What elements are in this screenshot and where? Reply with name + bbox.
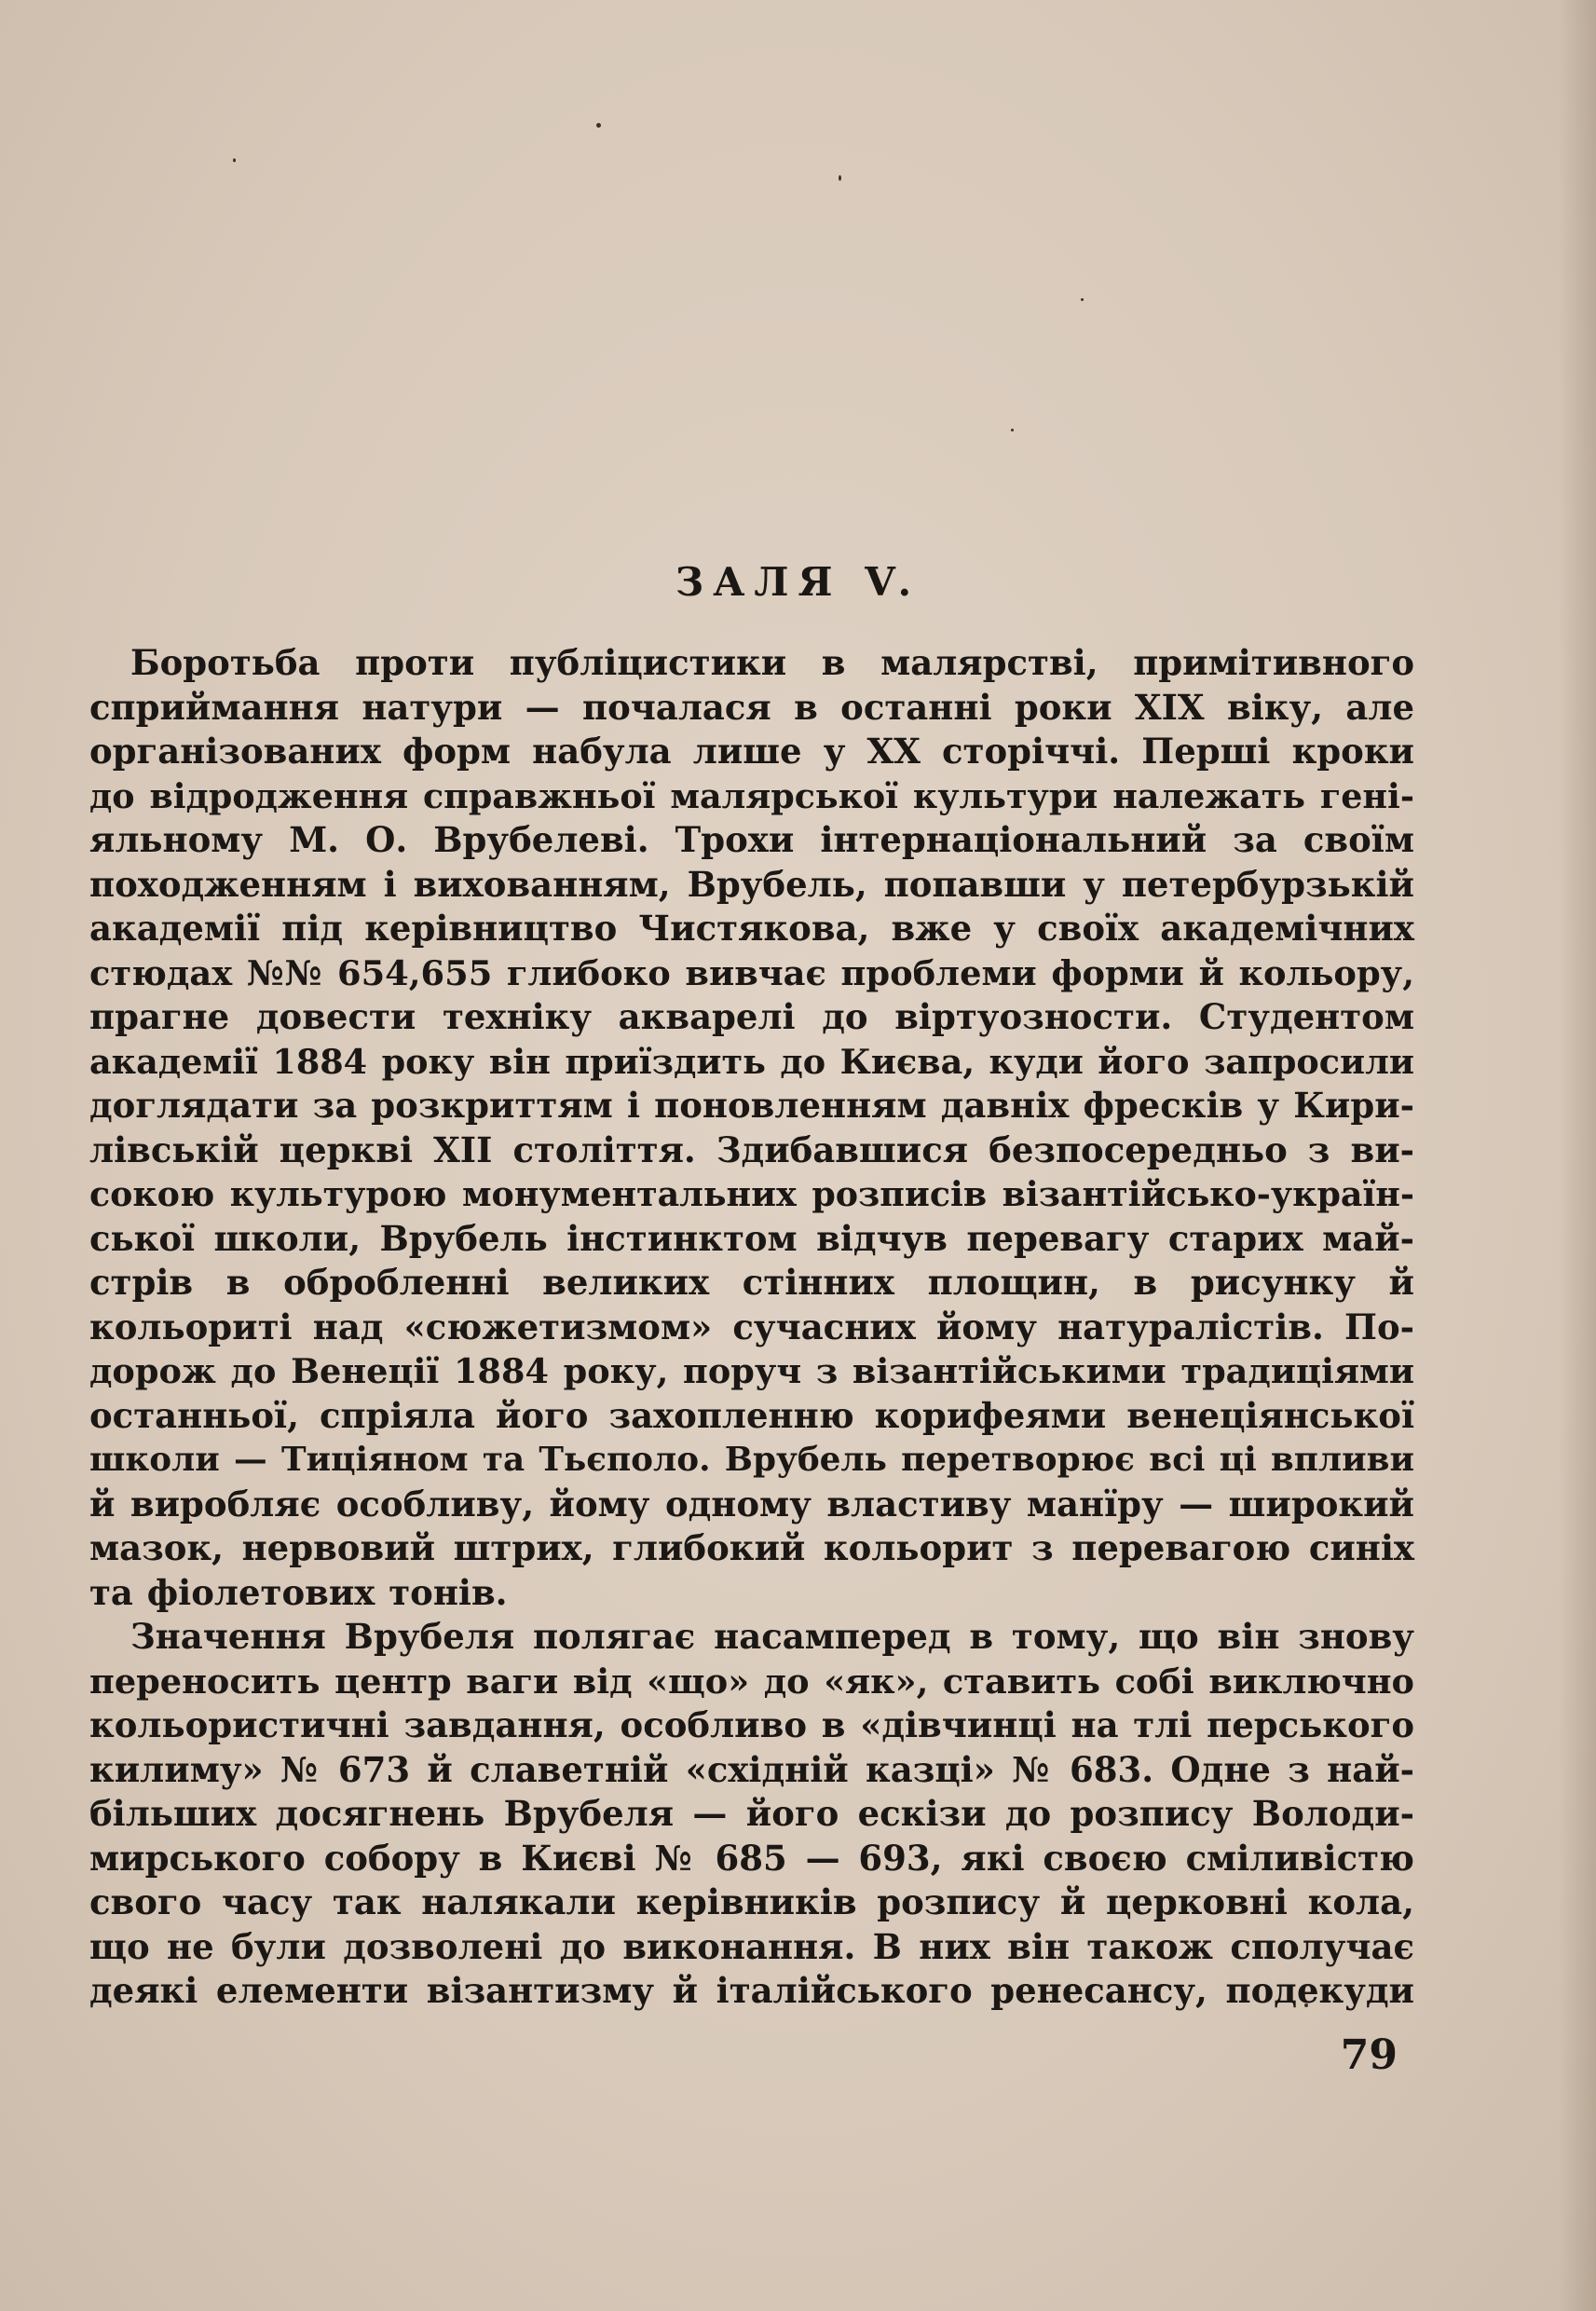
body-text [89, 641, 1414, 2014]
dust-speck [839, 175, 841, 181]
text-line: лівській церкві XII століття. Здибавшися безпосередньо з ви- [89, 1128, 1414, 1170]
dust-speck [1011, 429, 1014, 431]
text-line: Значення Врубеля полягає насамперед в тому, що він знову [130, 1616, 1414, 1657]
text-line: більших досягнень Врубеля — його ескізи до розпису Володи- [89, 1793, 1414, 1834]
text-line: й виробляє особливу, йому одному властиву манїру — широкий [89, 1483, 1414, 1525]
text-line: яльному М. О. Врубелеві. Трохи інтернаціональний за своїм [89, 819, 1414, 860]
dust-speck [596, 123, 601, 128]
text-line: доглядати за розкриттям і поновленням давніх фресків у Кири- [89, 1085, 1414, 1126]
text-line: що не були дозволені до виконання. В них він також сполучає [89, 1925, 1414, 1967]
text-line: прагне довести техніку акварелі до віртуозности. Студентом [89, 996, 1414, 1037]
dust-speck [1081, 298, 1084, 301]
text-line: кольористичні завдання, особливо в «дівчинці на тлі перського [89, 1704, 1414, 1745]
text-line: стрів в обробленні великих стінних площин, в рисунку й [89, 1262, 1414, 1303]
text-line: килиму» № 673 й славетній «східній казці» № 683. Одне з най- [89, 1748, 1414, 1790]
text-line: останньої, спріяла його захопленню корифеями венеціянської [89, 1394, 1414, 1436]
text-line: мазок, нервовий штрих, глибокий кольорит з перевагою синіх [89, 1527, 1414, 1568]
text-line: кольориті над «сюжетизмом» сучасних йому натуралістів. По- [89, 1306, 1414, 1347]
text-line: Боротьба проти публіцистики в малярстві, примітивного [130, 642, 1414, 683]
page-edge-shadow [1559, 0, 1596, 2311]
text-line: організованих форм набула лише у XX сторіччі. Перші кроки [89, 731, 1414, 772]
text-line: сокою культурою монументальних розписів візантійсько-україн- [89, 1174, 1414, 1214]
text-line: походженням і вихованням, Врубель, попавши у петербурзькій [89, 863, 1414, 905]
text-line: мирського собору в Києві № 685 — 693, які своєю сміливістю [89, 1837, 1414, 1879]
text-line: ської школи, Врубель інстинктом відчув перевагу старих май- [89, 1217, 1414, 1259]
paragraph-2 [89, 1615, 1414, 2014]
text-line: академії 1884 року він приїздить до Києва, куди його запросили [89, 1041, 1414, 1082]
text-line: академії під керівництво Чистякова, вже у своїх академічних [89, 908, 1414, 949]
text-line: переносить центр ваги від «що» до «як», ставить собі виключно [89, 1661, 1414, 1702]
text-line: та фіолетових тонів. [89, 1571, 508, 1613]
text-line: до відродження справжньої малярської культури належать гені- [89, 775, 1414, 816]
section-heading: ЗАЛЯ V. [675, 559, 921, 605]
text-line: деякі елементи візантизму й італійського ренесансу, подекуди [89, 1970, 1414, 2011]
paragraph-1 [89, 641, 1414, 1615]
text-line: дорож до Венеції 1884 року, поруч з візантійськими традиціями [89, 1351, 1414, 1391]
page-number: 79 [1340, 2031, 1398, 2079]
text-line: стюдах №№ 654,655 глибоко вивчає проблеми форми й кольору, [89, 951, 1414, 993]
text-line: сприймання натури — почалася в останні роки XIX віку, але [89, 686, 1414, 728]
dust-speck [233, 158, 236, 162]
text-line: свого часу так налякали керівників розпису й церковні кола, [89, 1881, 1414, 1922]
text-line: школи — Тиціяном та Тьєполо. Врубель перетворює всі ці впливи [89, 1440, 1414, 1479]
